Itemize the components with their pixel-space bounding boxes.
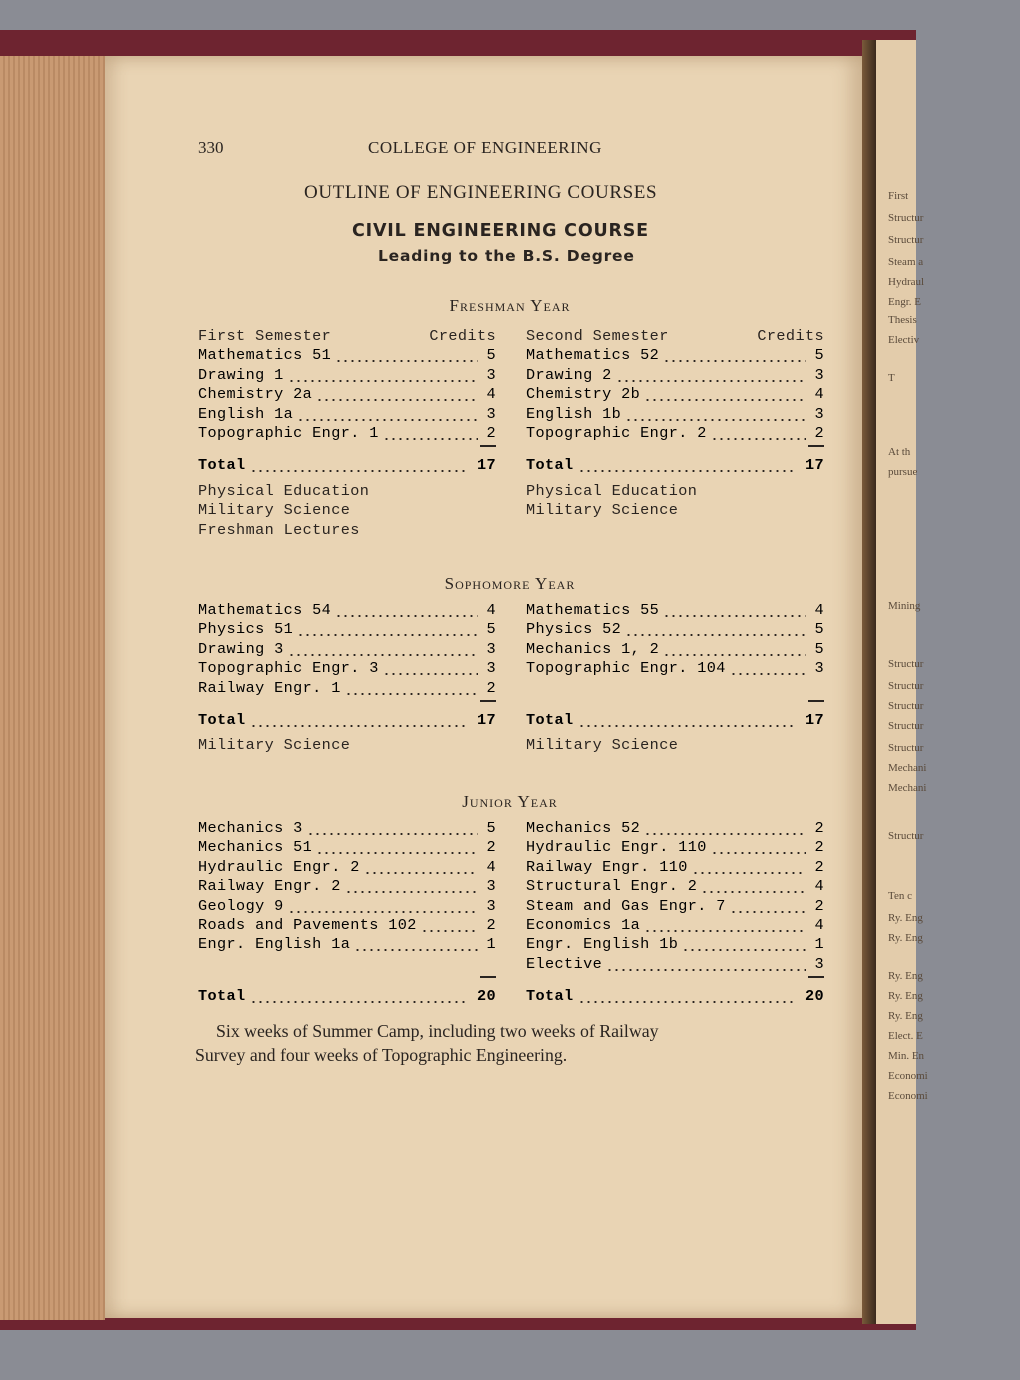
total-label: Total (526, 711, 574, 729)
total-row (198, 711, 496, 731)
facing-page-fragment: Structur (888, 700, 924, 712)
course-credits: 5 (486, 346, 496, 365)
total-rule (808, 445, 824, 447)
course-credits: 2 (486, 916, 496, 934)
course-credits: 5 (814, 620, 824, 639)
course-name: Engr. English 1a (198, 935, 351, 954)
dot-leader (663, 654, 806, 656)
facing-page-fragment: First (888, 190, 909, 202)
total-label: Total (526, 987, 574, 1006)
dot-leader (250, 470, 469, 472)
course-row (526, 385, 824, 405)
facing-page-fragment: Structur (888, 830, 924, 842)
facing-page-fragment: Structur (888, 658, 924, 670)
course-credits: 2 (814, 424, 824, 442)
degree-line: Leading to the B.S. Degree (378, 247, 635, 265)
sophomore-year-heading: Sophomore Year (444, 574, 576, 593)
course-row (198, 601, 496, 621)
course-name: Drawing 2 (526, 365, 612, 384)
course-row (198, 405, 496, 425)
facing-page-fragment: Elect. E (888, 1030, 923, 1042)
dot-leader (625, 634, 806, 636)
course-name: Structural Engr. 2 (526, 877, 698, 896)
dot-leader (316, 399, 478, 401)
dot-leader (250, 725, 469, 727)
course-credits: 3 (486, 896, 496, 915)
credits-header: Credits (429, 327, 496, 345)
course-name: Roads and Pavements 102 (198, 916, 417, 934)
course-credits: 3 (486, 365, 496, 384)
dot-leader (421, 930, 478, 932)
course-row (198, 679, 496, 699)
dot-leader (730, 673, 806, 675)
dot-leader (692, 872, 806, 874)
page-edges (0, 56, 105, 1320)
dot-leader (663, 615, 806, 617)
facing-page-fragment: At th (888, 446, 911, 458)
course-row (526, 601, 824, 621)
course-name: Mathematics 55 (526, 601, 660, 619)
total-credits: 17 (476, 456, 496, 475)
facing-page-fragment: pursue (888, 466, 918, 478)
course-row (526, 640, 824, 660)
course-row (198, 858, 496, 878)
course-credits: 2 (486, 424, 496, 442)
course-credits: 3 (814, 365, 824, 384)
facing-page-fragment: Mechani (888, 782, 927, 794)
dot-leader (578, 1001, 797, 1003)
course-row (526, 819, 824, 839)
dot-leader (288, 911, 478, 913)
junior-year-heading: Junior Year (462, 792, 558, 811)
course-row (526, 366, 824, 386)
course-row (198, 366, 496, 386)
course-name: Railway Engr. 1 (198, 678, 341, 697)
course-row (198, 424, 496, 444)
dot-leader (383, 673, 478, 675)
total-label: Total (198, 711, 246, 729)
dot-leader (578, 470, 797, 472)
course-row (198, 877, 496, 897)
course-row (526, 424, 824, 444)
dot-leader (383, 438, 478, 440)
course-row (198, 819, 496, 839)
facing-page-fragment: Electiv (888, 334, 920, 346)
running-head: COLLEGE OF ENGINEERING (368, 138, 602, 157)
summer-camp-note-line-1: Six weeks of Summer Camp, including two weeks of Railway (216, 1021, 659, 1041)
course-credits: 4 (814, 916, 824, 934)
book-gutter (862, 40, 876, 1324)
extra-line: Freshman Lectures (198, 520, 360, 539)
extra-line: Military Science (526, 736, 679, 755)
course-credits: 5 (486, 620, 496, 639)
facing-page-fragment: Structur (888, 234, 924, 246)
course-credits: 4 (814, 601, 824, 619)
dot-leader (288, 654, 478, 656)
extra-line: Military Science (198, 736, 351, 755)
course-credits: 1 (486, 935, 496, 954)
dot-leader (354, 949, 478, 951)
course-row (526, 877, 824, 897)
course-credits: 1 (814, 935, 824, 954)
course-name: Mechanics 1, 2 (526, 639, 660, 658)
facing-page-fragment: Mechani (888, 762, 927, 774)
dot-leader (307, 833, 478, 835)
dot-leader (250, 1001, 469, 1003)
course-credits: 2 (814, 819, 824, 837)
summer-camp-note-line-2: Survey and four weeks of Topographic Engineering. (195, 1045, 568, 1065)
total-label: Total (198, 456, 246, 475)
course-row (526, 620, 824, 640)
course-row (526, 916, 824, 936)
extra-line: Military Science (198, 501, 351, 520)
facing-page-fragment: Ry. Eng (888, 1010, 923, 1022)
facing-page-fragment: Ry. Eng (888, 990, 923, 1002)
facing-page-fragment: Mining (888, 600, 921, 612)
course-row (198, 659, 496, 679)
course-credits: 4 (486, 857, 496, 876)
extra-line: Physical Education (198, 481, 370, 500)
course-name: Topographic Engr. 104 (526, 659, 726, 678)
facing-page-fragment: Economi (888, 1090, 928, 1102)
outline-title: OUTLINE OF ENGINEERING COURSES (304, 182, 658, 203)
course-row (526, 405, 824, 425)
course-name: Drawing 3 (198, 639, 284, 658)
dot-leader (616, 380, 806, 382)
facing-page-fragment: T (888, 372, 895, 384)
course-credits: 2 (486, 678, 496, 697)
course-credits: 3 (486, 404, 496, 423)
total-label: Total (526, 456, 574, 475)
total-row (198, 456, 496, 476)
total-row (526, 711, 824, 731)
total-row (526, 456, 824, 476)
total-row (526, 987, 824, 1007)
course-row (198, 897, 496, 917)
course-name: Economics 1a (526, 916, 641, 934)
page-number: 330 (198, 138, 224, 157)
course-credits: 5 (814, 346, 824, 365)
course-row (198, 385, 496, 405)
facing-page-fragment: Ry. Eng (888, 912, 923, 924)
course-title: CIVIL ENGINEERING COURSE (352, 221, 649, 241)
facing-page-fragment: Structur (888, 742, 924, 754)
course-name: Mathematics 51 (198, 346, 332, 365)
course-credits: 4 (814, 877, 824, 896)
course-row (526, 838, 824, 858)
dot-leader (606, 969, 806, 971)
dot-leader (701, 891, 806, 893)
facing-page-fragment: Thesis (888, 314, 917, 326)
total-credits: 17 (804, 456, 824, 475)
course-row (198, 838, 496, 858)
course-name: Chemistry 2a (198, 385, 313, 404)
dot-leader (364, 872, 478, 874)
course-name: Elective (526, 954, 603, 973)
course-row (526, 346, 824, 366)
course-name: Chemistry 2b (526, 385, 641, 404)
course-name: Mechanics 3 (198, 819, 303, 837)
facing-page (876, 40, 928, 1324)
course-row (198, 620, 496, 640)
course-row (526, 858, 824, 878)
dot-leader (644, 930, 806, 932)
course-name: Topographic Engr. 2 (526, 424, 707, 442)
course-name: Railway Engr. 2 (198, 877, 341, 896)
course-name: Hydraulic Engr. 110 (526, 838, 707, 857)
semester-header: Second Semester (526, 327, 669, 345)
course-name: Railway Engr. 110 (526, 857, 688, 876)
course-credits: 5 (486, 819, 496, 837)
course-name: Mechanics 52 (526, 819, 641, 837)
total-row (198, 987, 496, 1007)
credits-header: Credits (757, 327, 824, 345)
course-credits: 4 (486, 385, 496, 404)
dot-leader (335, 615, 478, 617)
course-name: Geology 9 (198, 896, 284, 915)
total-rule (480, 976, 496, 978)
dot-leader (345, 891, 478, 893)
course-credits: 3 (486, 639, 496, 658)
course-credits: 3 (814, 404, 824, 423)
dot-leader (316, 852, 478, 854)
course-name: English 1b (526, 404, 622, 423)
total-rule (480, 700, 496, 702)
dot-leader (711, 852, 806, 854)
course-credits: 3 (814, 659, 824, 678)
dot-leader (345, 693, 478, 695)
facing-page-fragment: Structur (888, 720, 924, 732)
course-row (198, 346, 496, 366)
course-row (526, 935, 824, 955)
course-credits: 5 (814, 639, 824, 658)
course-name: Hydraulic Engr. 2 (198, 857, 360, 876)
course-row (526, 897, 824, 917)
course-name: Drawing 1 (198, 365, 284, 384)
facing-page-fragment: Structur (888, 212, 924, 224)
facing-page-fragment: Steam a (888, 256, 924, 268)
facing-page-fragment: Hydraul (888, 276, 925, 288)
course-credits: 2 (814, 896, 824, 915)
course-credits: 4 (486, 601, 496, 619)
course-row (526, 659, 824, 679)
course-credits: 3 (814, 954, 824, 973)
course-name: Topographic Engr. 3 (198, 659, 379, 678)
dot-leader (578, 725, 797, 727)
total-rule (480, 445, 496, 447)
course-name: Topographic Engr. 1 (198, 424, 379, 442)
total-credits: 17 (804, 711, 824, 729)
extra-line: Physical Education (526, 481, 698, 500)
facing-page-fragment: Ry. Eng (888, 932, 923, 944)
dot-leader (663, 360, 806, 362)
dot-leader (625, 419, 806, 421)
course-credits: 4 (814, 385, 824, 404)
dot-leader (711, 438, 806, 440)
total-credits: 20 (476, 987, 496, 1006)
course-credits: 2 (486, 838, 496, 857)
dot-leader (644, 399, 806, 401)
total-credits: 17 (476, 711, 496, 729)
course-credits: 3 (486, 659, 496, 678)
extra-line: Military Science (526, 501, 679, 520)
total-rule (808, 700, 824, 702)
semester-header: First Semester (198, 327, 332, 345)
dot-leader (682, 949, 806, 951)
facing-page-fragment: Engr. E (888, 296, 921, 308)
course-name: Engr. English 1b (526, 935, 679, 954)
facing-page-fragment: Structur (888, 680, 924, 692)
dot-leader (335, 360, 478, 362)
course-name: Mechanics 51 (198, 838, 313, 857)
course-name: English 1a (198, 404, 294, 423)
facing-page-fragment: Min. En (888, 1050, 925, 1062)
course-row (198, 916, 496, 936)
total-rule (808, 976, 824, 978)
dot-leader (730, 911, 806, 913)
total-credits: 20 (804, 987, 824, 1006)
course-row (526, 955, 824, 975)
facing-page-fragment: Economi (888, 1070, 928, 1082)
course-name: Physics 51 (198, 620, 294, 639)
course-credits: 2 (814, 838, 824, 857)
course-name: Steam and Gas Engr. 7 (526, 896, 726, 915)
facing-page-fragment: Ry. Eng (888, 970, 923, 982)
dot-leader (297, 634, 478, 636)
course-credits: 2 (814, 857, 824, 876)
dot-leader (297, 419, 478, 421)
facing-page-fragment: Ten c (888, 890, 912, 902)
course-name: Mathematics 54 (198, 601, 332, 619)
course-name: Physics 52 (526, 620, 622, 639)
freshman-year-heading: Freshman Year (449, 296, 571, 315)
course-row (198, 640, 496, 660)
course-credits: 3 (486, 877, 496, 896)
total-label: Total (198, 987, 246, 1006)
course-row (198, 935, 496, 955)
course-name: Mathematics 52 (526, 346, 660, 365)
dot-leader (644, 833, 806, 835)
dot-leader (288, 380, 478, 382)
